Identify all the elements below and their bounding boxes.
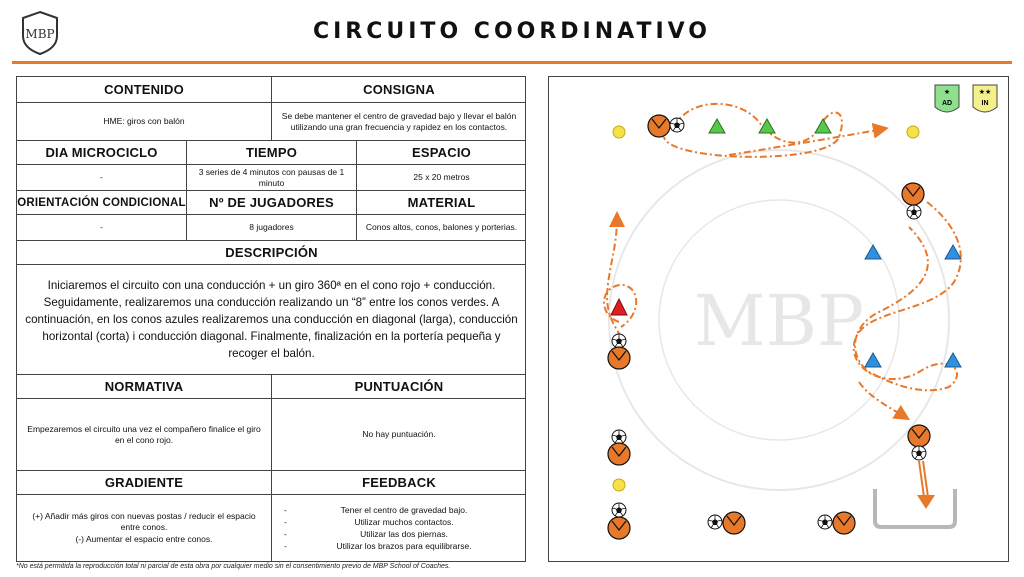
- player-icon: [908, 425, 930, 447]
- page-title: CIRCUITO COORDINATIVO: [312, 19, 712, 44]
- soccer-ball-icon: [708, 515, 722, 529]
- puntuacion-value: No hay puntuación.: [272, 399, 526, 471]
- cone-icon: [759, 119, 775, 133]
- soccer-ball-icon: [612, 430, 626, 444]
- feedback-header: FEEDBACK: [272, 471, 526, 495]
- figure-eight-path: [664, 104, 842, 157]
- material-header: MATERIAL: [357, 191, 526, 215]
- normativa-value: Empezaremos el circuito una vez el compañero finalice el giro en el cono rojo.: [17, 399, 272, 471]
- cone-icon: [865, 353, 881, 367]
- soccer-ball-icon: [907, 205, 921, 219]
- feedback-item: - Utilizar las dos piernas.: [284, 529, 514, 540]
- disc-cone-icon: [613, 479, 625, 491]
- shot-arrow: [917, 461, 935, 509]
- exercise-diagram: [548, 76, 1009, 562]
- disc-cone-icon: [907, 126, 919, 138]
- soccer-ball-icon: [912, 446, 926, 460]
- tiempo-value: 3 series de 4 minutos con pausas de 1 minuto: [187, 165, 357, 191]
- jugadores-header: Nº DE JUGADORES: [187, 191, 357, 215]
- goal-icon: [875, 489, 955, 527]
- tiempo-header: TIEMPO: [187, 141, 357, 165]
- red-cone-icon: [611, 299, 627, 315]
- gradiente-line: (-) Aumentar el espacio entre conos.: [75, 534, 213, 544]
- descripcion-text: Iniciaremos el circuito con una conducción + un giro 360ª en el cono rojo + conducción. Seguidamente, realizaremos una conducción realizando un “8” entre los conos verdes. A continuación, en los conos azules realizaremos una conducción en diagonal (larga), conducción horizontal (corta) i conducción diagonal. Finalmente, finalización en la portería pequeña y recoger el balón.: [17, 265, 526, 375]
- soccer-ball-icon: [612, 503, 626, 517]
- player-icon: [608, 443, 630, 465]
- watermark: [609, 150, 949, 490]
- player-icon: [723, 512, 745, 534]
- svg-text:IN: IN: [981, 100, 989, 107]
- cone-icon: [945, 353, 961, 367]
- dia-microciclo-value: -: [17, 165, 187, 191]
- logo-text: MBP: [25, 27, 55, 41]
- gradiente-header: GRADIENTE: [17, 471, 272, 495]
- cone-icon: [815, 119, 831, 133]
- consigna-header: CONSIGNA: [272, 77, 526, 103]
- jugadores-value: 8 jugadores: [187, 215, 357, 241]
- normativa-header: NORMATIVA: [17, 375, 272, 399]
- feedback-value: [272, 495, 526, 561]
- gradiente-line: (+) Añadir más giros con nuevas postas / reducir el espacio entre conos.: [32, 511, 256, 532]
- to-finisher-path: [859, 382, 905, 417]
- copyright-note: *No está permitida la reproducción total ni parcial de esta obra por cualquier medio sin el consentimiento previo de MBP School of Coaches.: [16, 563, 451, 570]
- espacio-header: ESPACIO: [357, 141, 526, 165]
- orientacion-header: ORIENTACIÓN CONDICIONAL: [17, 191, 187, 215]
- material-value: Conos altos, conos, balones y porterias.: [357, 215, 526, 241]
- orientacion-value: -: [17, 215, 187, 241]
- espacio-value: 25 x 20 metros: [357, 165, 526, 191]
- feedback-item: - Utilizar muchos contactos.: [284, 517, 514, 528]
- gradiente-value: [17, 495, 272, 561]
- svg-text:MBP: MBP: [693, 280, 865, 362]
- descripcion-header: DESCRIPCIÓN: [17, 241, 526, 265]
- dia-microciclo-header: DIA MICROCICLO: [17, 141, 187, 165]
- session-info-table: [16, 76, 526, 562]
- contenido-value: HME: giros con balón: [17, 103, 272, 141]
- player-icon: [608, 347, 630, 369]
- svg-text:AD: AD: [941, 100, 953, 107]
- player-icon: [608, 517, 630, 539]
- exit-path: [729, 129, 883, 155]
- soccer-ball-icon: [670, 118, 684, 132]
- player-icon: [648, 115, 670, 137]
- contenido-header: CONTENIDO: [17, 77, 272, 103]
- puntuacion-header: PUNTUACIÓN: [272, 375, 526, 399]
- consigna-value: Se debe mantener el centro de gravedad bajo y llevar el balón utilizando una gran frecuencia y rapidez en los contactos.: [272, 103, 526, 141]
- svg-text:★★: ★★: [978, 88, 992, 96]
- player-icon: [833, 512, 855, 534]
- header-divider: [12, 61, 1012, 64]
- soccer-ball-icon: [612, 334, 626, 348]
- badge-in: [973, 85, 997, 112]
- feedback-item: - Utilizar los brazos para equilibrarse.: [284, 541, 514, 552]
- soccer-ball-icon: [818, 515, 832, 529]
- feedback-item: - Tener el centro de gravedad bajo.: [284, 505, 514, 516]
- disc-cone-icon: [613, 126, 625, 138]
- badge-ad: [935, 85, 959, 112]
- diagram-canvas: [549, 77, 1010, 563]
- svg-text:★: ★: [943, 88, 951, 96]
- player-icon: [902, 183, 924, 205]
- cone-icon: [709, 119, 725, 133]
